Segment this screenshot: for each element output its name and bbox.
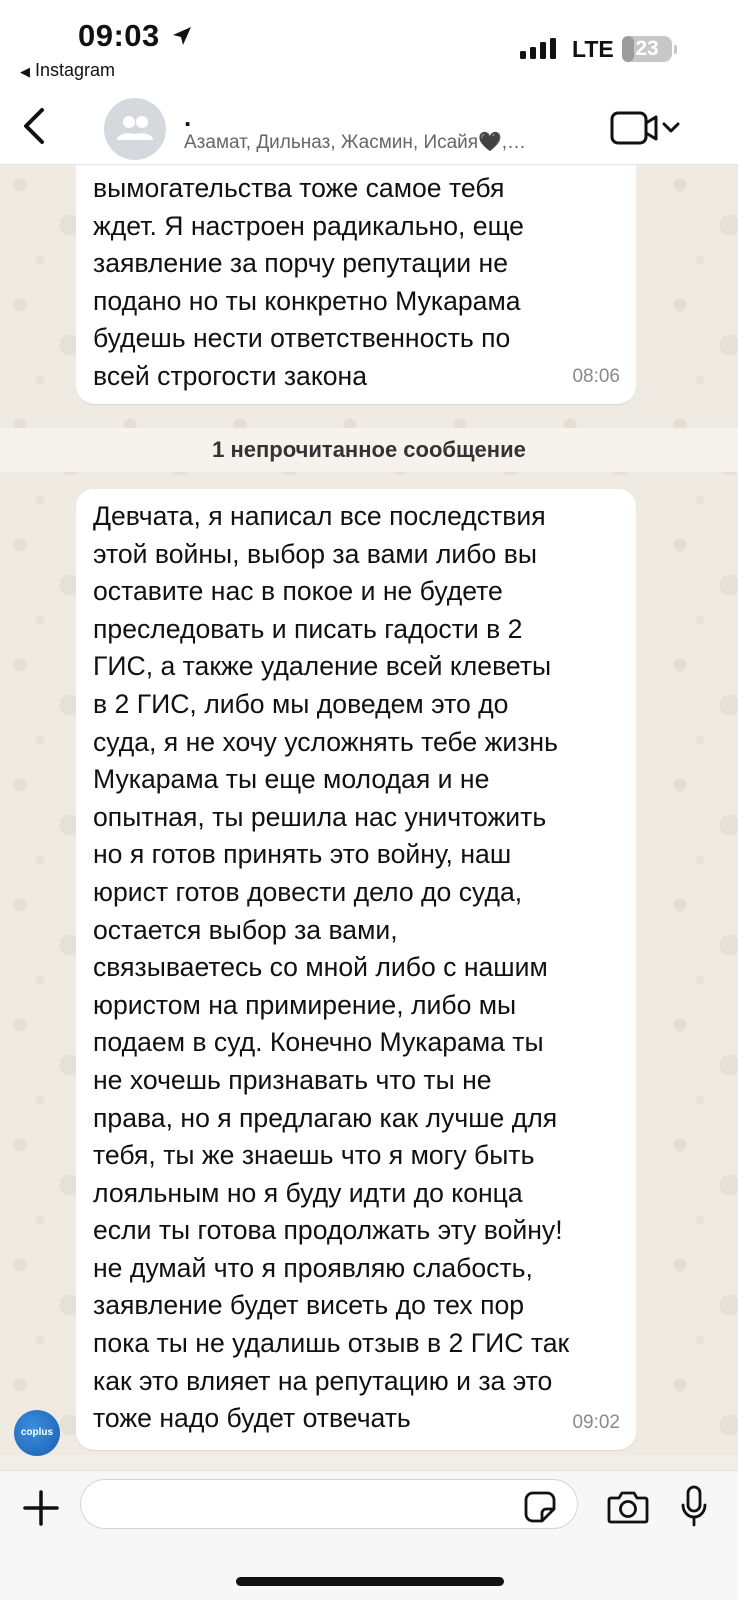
camera-icon[interactable] bbox=[607, 1489, 649, 1525]
message-input[interactable] bbox=[80, 1479, 578, 1529]
unread-messages-banner: 1 непрочитанное сообщение bbox=[0, 428, 738, 472]
status-bar bbox=[0, 0, 738, 90]
back-triangle-icon: ◀ bbox=[20, 64, 30, 79]
chevron-left-icon[interactable] bbox=[18, 106, 52, 146]
status-time: 09:03 bbox=[78, 18, 160, 53]
battery-percent: 23 bbox=[635, 37, 659, 60]
message-time: 09:02 bbox=[572, 1412, 620, 1434]
microphone-icon[interactable] bbox=[680, 1485, 708, 1527]
back-app-label: Instagram bbox=[35, 60, 116, 80]
group-people-icon bbox=[116, 114, 154, 144]
sticker-icon[interactable] bbox=[524, 1491, 556, 1523]
message-text: Девчата, я написал все последствия этой войны, выбор за вами либо вы оставите нас в покое и не будете преследовать и писать гадости в 2 ГИС, а также удаление всей клеветы в 2 ГИС, либо мы доведем это до суда, я не хочу усложнять тебе жизнь Мукарама ты еще молодая и не опытная, ты решила нас уничтожить но я готов принять это войну, наш юрист готов довести дело до суда, остается выбор за вами, связываетесь со мной либо с нашим юристом на примирение, либо мы подаем в суд. Конечно Мукарама ты не хочешь признавать что ты не права, но я предлагаю как лучше для тебя, ты же знаешь что я могу быть лояльным но я буду идти до конца если ты готова продолжать эту войну! не думай что я проявляю слабость, заявление будет висеть до тех пор пока ты не удалишь отзыв в 2 ГИС так как это влияет на репутацию и за это тоже надо будет отвечать bbox=[93, 501, 570, 1434]
chat-participants[interactable]: Азамат, Дильназ, Жасмин, Исайя🖤,… bbox=[184, 132, 527, 153]
video-camera-icon[interactable] bbox=[610, 110, 682, 148]
location-arrow-icon bbox=[170, 24, 194, 48]
message-text: вымогательства тоже самое тебя ждет. Я настроен радикально, еще заявление за порчу репутации не подано но ты конкретно Мукарама будешь нести ответственность по всей строгости закона bbox=[93, 173, 524, 391]
back-to-app-link[interactable] bbox=[20, 60, 115, 81]
chat-header bbox=[0, 90, 738, 165]
network-type: LTE bbox=[572, 36, 614, 62]
battery-icon bbox=[622, 36, 672, 62]
sender-avatar[interactable] bbox=[14, 1410, 60, 1456]
message-composer bbox=[0, 1470, 738, 1600]
group-avatar[interactable] bbox=[104, 98, 166, 160]
message-time: 08:06 bbox=[572, 366, 620, 388]
sender-avatar-text: coplus bbox=[20, 1427, 54, 1438]
chat-title[interactable]: . bbox=[184, 102, 192, 132]
message-bubble[interactable] bbox=[76, 489, 636, 1450]
home-indicator[interactable] bbox=[236, 1577, 504, 1586]
message-bubble[interactable] bbox=[76, 156, 636, 404]
plus-icon[interactable] bbox=[22, 1489, 60, 1527]
cellular-signal-icon bbox=[520, 38, 556, 59]
battery-tip bbox=[674, 45, 677, 54]
